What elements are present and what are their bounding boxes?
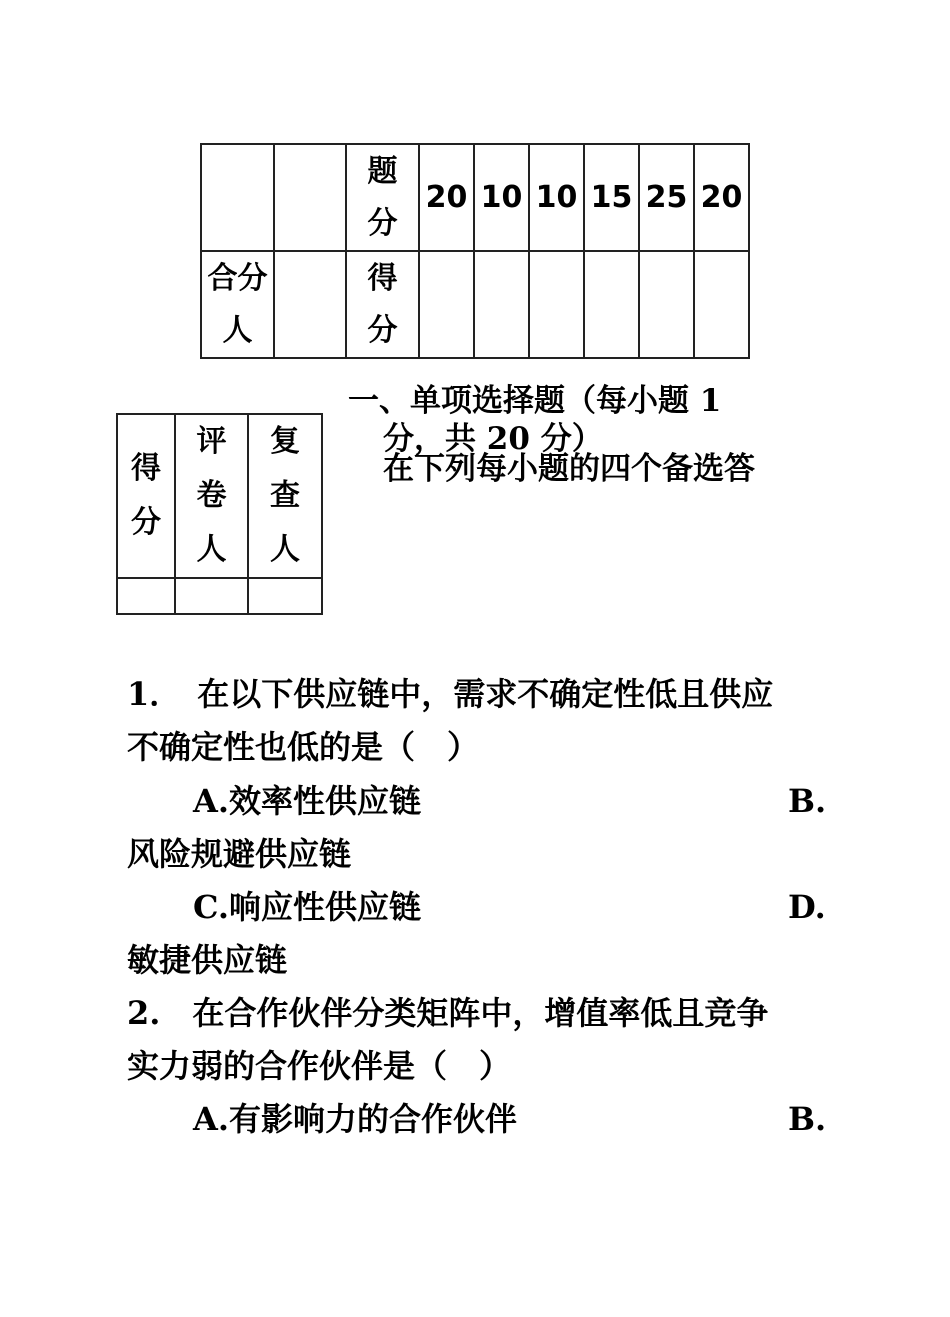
- grader-score-cell[interactable]: [117, 578, 175, 614]
- points-value: 20: [419, 144, 474, 251]
- question-1-option-d-text: 敏捷供应链: [127, 941, 288, 979]
- earned-label: 得分: [346, 251, 419, 358]
- question-1-option-d-label[interactable]: D.: [788, 888, 826, 926]
- total-scorer-cell[interactable]: [274, 251, 346, 358]
- score-summary-table: [200, 143, 750, 359]
- points-value: 15: [584, 144, 639, 251]
- section-instruction-clipped: [383, 451, 823, 487]
- earned-cell[interactable]: [529, 251, 584, 358]
- grader-table: [116, 413, 323, 615]
- section-title: 一、单项选择题（每小题 1: [348, 383, 722, 419]
- earned-cell[interactable]: [419, 251, 474, 358]
- score-row-points: [201, 144, 749, 251]
- question-2-stem-cont: 实力弱的合作伙伴是（ ）: [127, 1047, 512, 1085]
- grader-reviewer-cell[interactable]: [248, 578, 322, 614]
- points-value: 20: [694, 144, 749, 251]
- section-title-cont: 分，共 20 分）: [383, 421, 603, 457]
- question-2-option-b-label[interactable]: B.: [788, 1100, 827, 1138]
- question-2-stem: 2. 在合作伙伴分类矩阵中，增值率低且竞争: [127, 994, 769, 1032]
- earned-cell[interactable]: [639, 251, 694, 358]
- question-1-option-a[interactable]: A.效率性供应链: [193, 782, 421, 820]
- question-1-stem-cont: 不确定性也低的是（ ）: [127, 728, 480, 766]
- question-1-option-b-label[interactable]: B.: [788, 782, 827, 820]
- points-value: 10: [529, 144, 584, 251]
- question-2-option-a[interactable]: A.有影响力的合作伙伴: [193, 1100, 517, 1138]
- total-scorer-label: 合分人: [201, 251, 274, 358]
- points-label: 题分: [346, 144, 419, 251]
- grader-reviewer-label: 复查人: [248, 414, 322, 578]
- points-value: 10: [474, 144, 529, 251]
- earned-cell[interactable]: [694, 251, 749, 358]
- earned-cell[interactable]: [584, 251, 639, 358]
- score-row-earned: [201, 251, 749, 358]
- question-1-option-b-text: 风险规避供应链: [127, 835, 352, 873]
- grader-marker-label: 评卷人: [175, 414, 248, 578]
- grader-marker-cell[interactable]: [175, 578, 248, 614]
- instruction-text: 在下列每小题的四个备选答: [383, 451, 755, 487]
- score-cell: [201, 144, 274, 251]
- score-cell: [274, 144, 346, 251]
- grader-header-row: [117, 414, 322, 578]
- earned-cell[interactable]: [474, 251, 529, 358]
- grader-value-row: [117, 578, 322, 614]
- question-1-option-c[interactable]: C.响应性供应链: [193, 888, 422, 926]
- points-value: 25: [639, 144, 694, 251]
- grader-score-label: 得分: [117, 414, 175, 578]
- question-1-stem: 1． 在以下供应链中，需求不确定性低且供应: [127, 675, 774, 713]
